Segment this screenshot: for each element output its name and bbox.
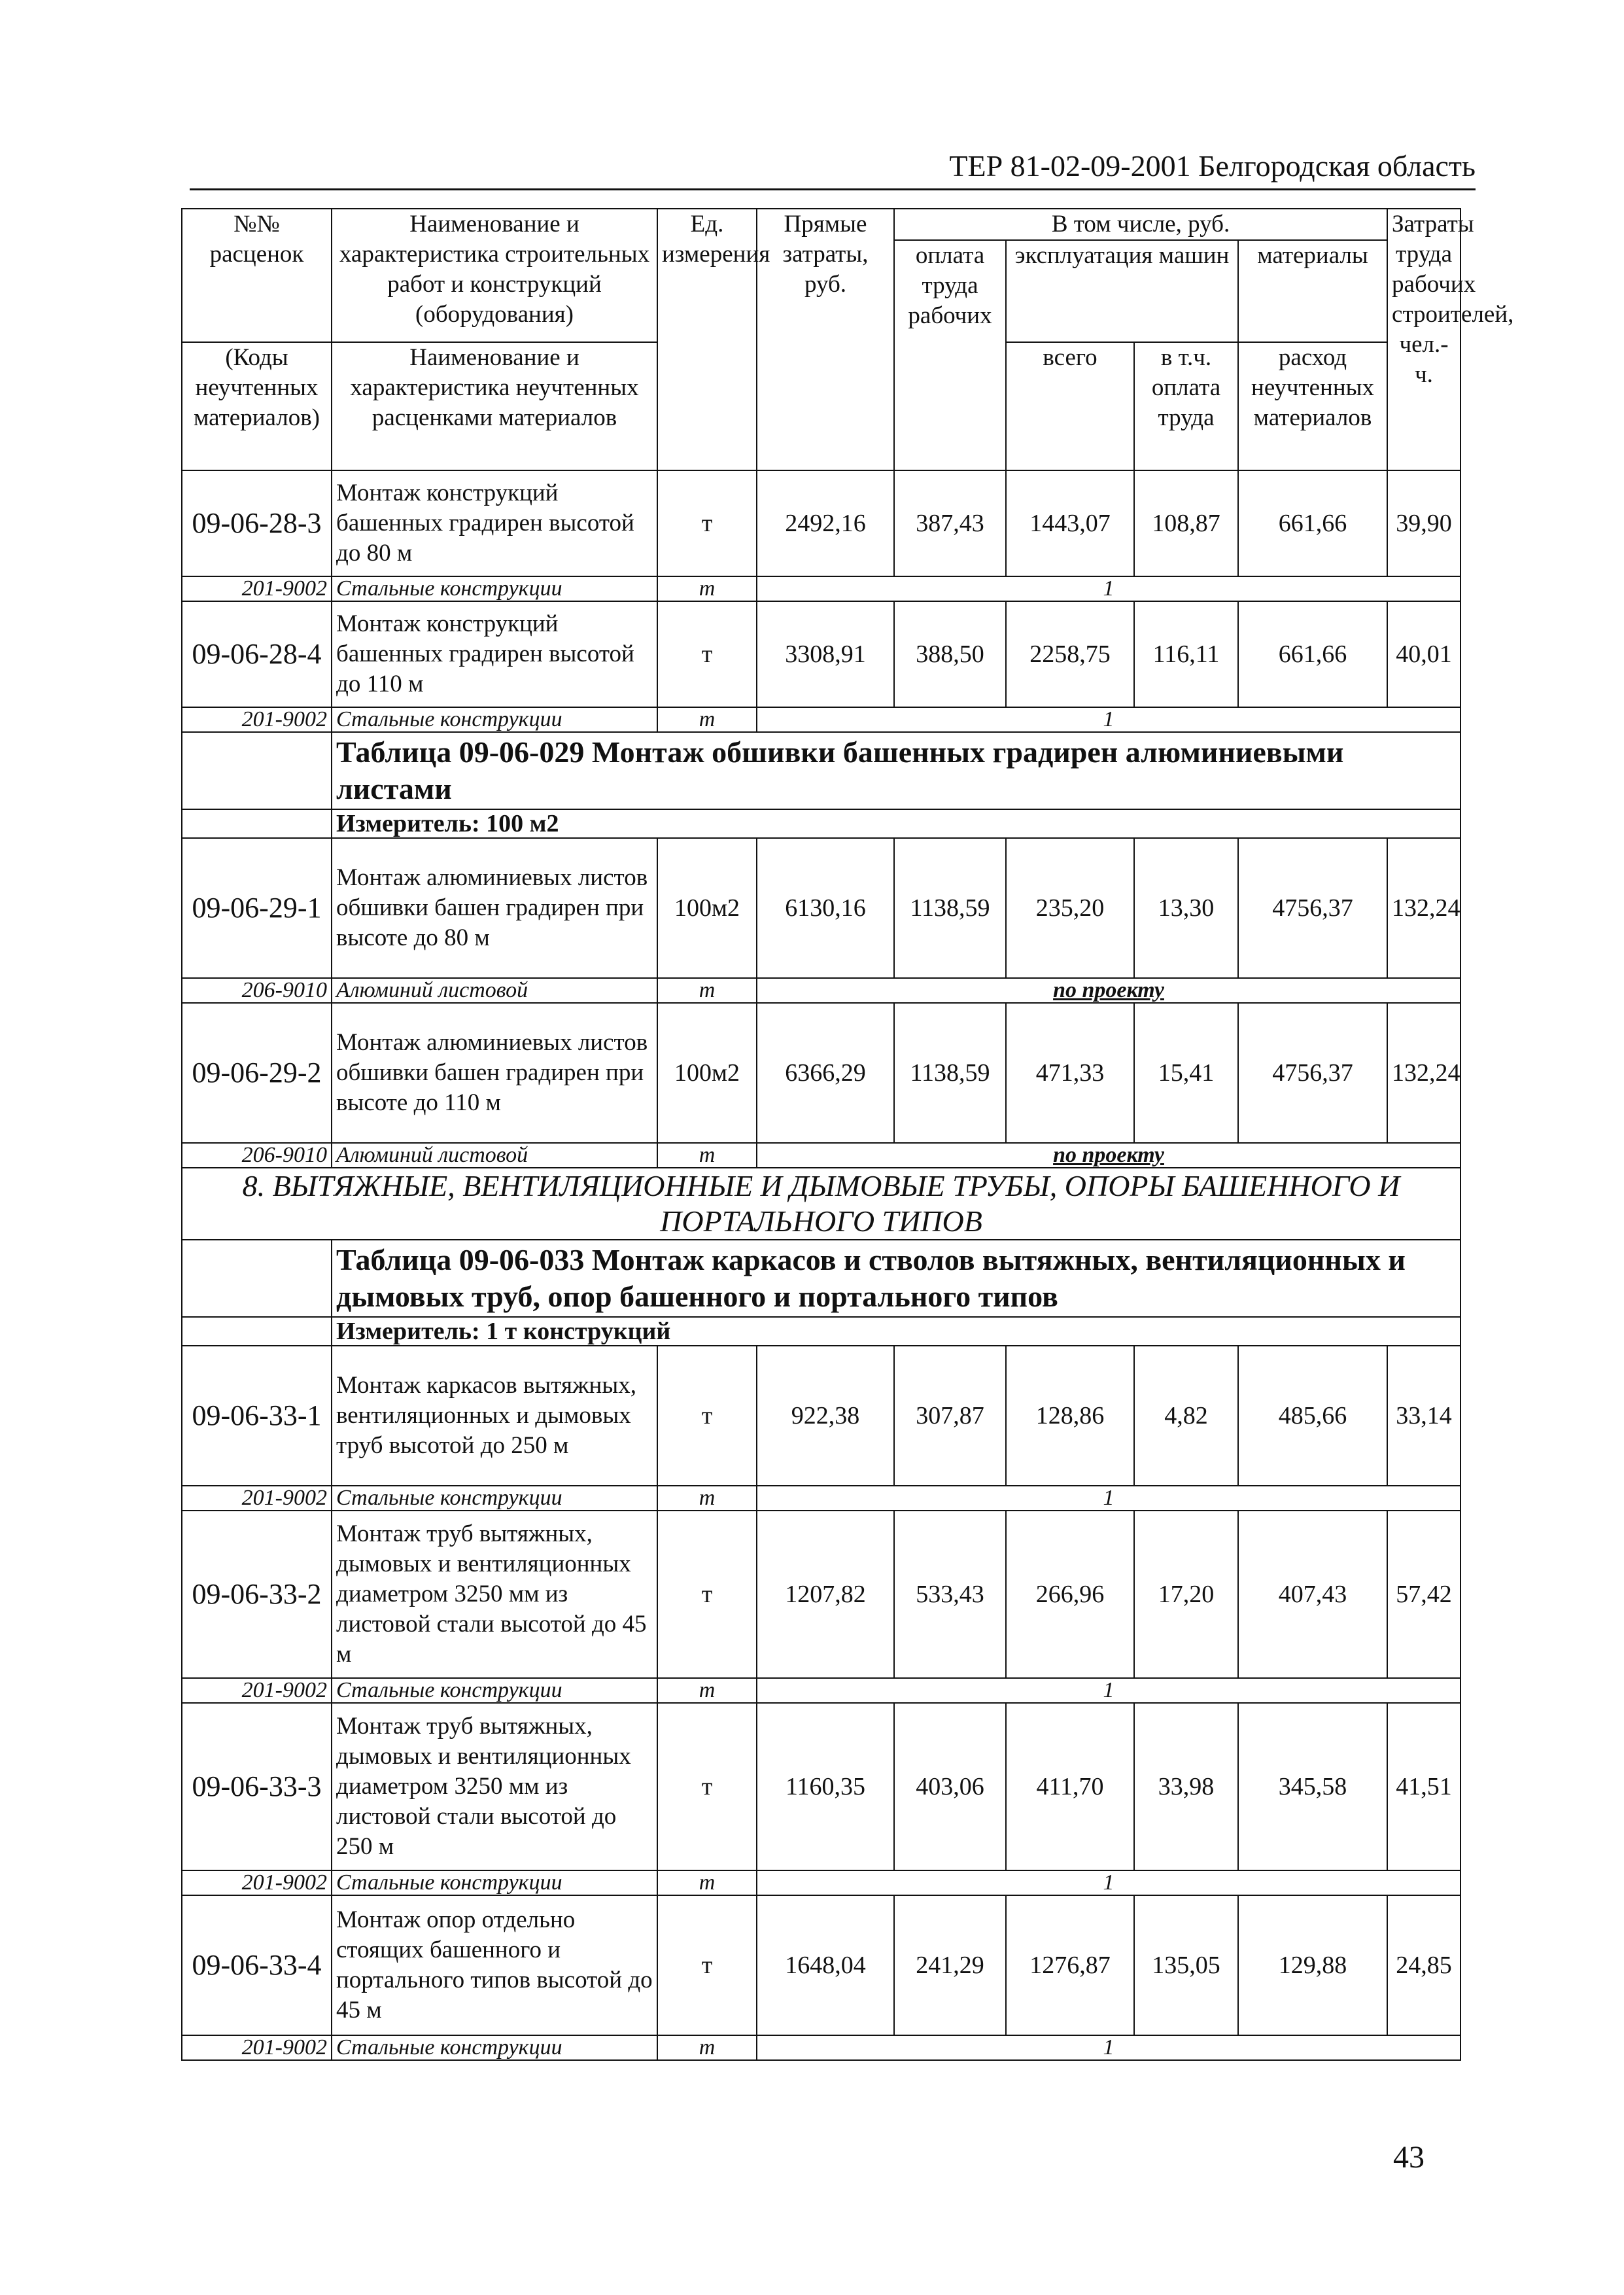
rate-name: Монтаж труб вытяжных, дымовых и вентиляционных диаметром 3250 мм из листовой стали высотой до 45 м [332, 1511, 657, 1678]
col-name-sub-header: Наименование и характеристика неучтенных расценками материалов [332, 342, 657, 470]
header-rule [190, 188, 1476, 190]
rate-labor: 33,14 [1387, 1346, 1460, 1486]
rate-wage: 1138,59 [894, 838, 1006, 978]
rate-labor: 132,24 [1387, 1003, 1460, 1143]
rate-labor: 57,42 [1387, 1511, 1460, 1678]
material-name: Стальные конструкции [332, 1486, 657, 1511]
rate-row [182, 1003, 1460, 1143]
rate-row [182, 838, 1460, 978]
col-materials-header: материалы [1238, 240, 1387, 342]
material-quantity: 1 [757, 707, 1460, 732]
rate-wage: 388,50 [894, 601, 1006, 707]
rate-machine-wage: 135,05 [1134, 1895, 1238, 2035]
rate-unit: т [657, 601, 757, 707]
rate-labor: 41,51 [1387, 1703, 1460, 1870]
material-row [182, 1486, 1460, 1511]
rate-materials: 485,66 [1238, 1346, 1387, 1486]
rate-materials: 129,88 [1238, 1895, 1387, 2035]
table-title: Таблица 09-06-029 Монтаж обшивки башенных градирен алюминиевыми листами [332, 732, 1460, 809]
rate-name: Монтаж алюминиевых листов обшивки башен градирен при высоте до 80 м [332, 838, 657, 978]
material-code: 201-9002 [182, 576, 332, 601]
rate-machine-wage: 15,41 [1134, 1003, 1238, 1143]
rate-machine-cost: 266,96 [1006, 1511, 1134, 1678]
material-code: 201-9002 [182, 1678, 332, 1703]
material-name: Алюминий листовой [332, 978, 657, 1003]
material-unit: т [657, 1678, 757, 1703]
table-meter: Измеритель: 100 м2 [332, 809, 1460, 838]
material-code: 201-9002 [182, 1486, 332, 1511]
rate-name: Монтаж алюминиевых листов обшивки башен градирен при высоте до 110 м [332, 1003, 657, 1143]
material-row [182, 1143, 1460, 1168]
rate-unit: 100м2 [657, 1003, 757, 1143]
material-row [182, 707, 1460, 732]
rate-code: 09-06-29-1 [182, 838, 332, 978]
rate-wage: 403,06 [894, 1703, 1006, 1870]
rate-code: 09-06-33-4 [182, 1895, 332, 2035]
rate-direct-cost: 1648,04 [757, 1895, 894, 2035]
material-quantity: по проекту [757, 978, 1460, 1003]
rate-machine-cost: 128,86 [1006, 1346, 1134, 1486]
material-code: 206-9010 [182, 978, 332, 1003]
rate-direct-cost: 922,38 [757, 1346, 894, 1486]
rate-unit: 100м2 [657, 838, 757, 978]
rate-name: Монтаж конструкций башенных градирен высотой до 80 м [332, 470, 657, 576]
rate-machine-cost: 471,33 [1006, 1003, 1134, 1143]
rate-machine-wage: 116,11 [1134, 601, 1238, 707]
material-name: Алюминий листовой [332, 1143, 657, 1168]
rate-wage: 307,87 [894, 1346, 1006, 1486]
rate-name: Монтаж конструкций башенных градирен высотой до 110 м [332, 601, 657, 707]
material-quantity: 1 [757, 576, 1460, 601]
rate-unit: т [657, 1346, 757, 1486]
rate-code: 09-06-33-2 [182, 1511, 332, 1678]
col-direct-header: Прямые затраты, руб. [757, 209, 894, 470]
rate-row [182, 1346, 1460, 1486]
rate-row [182, 601, 1460, 707]
material-quantity: 1 [757, 1870, 1460, 1895]
rate-unit: т [657, 470, 757, 576]
rate-direct-cost: 3308,91 [757, 601, 894, 707]
rate-row [182, 1511, 1460, 1678]
rate-code: 09-06-28-3 [182, 470, 332, 576]
rate-machine-wage: 4,82 [1134, 1346, 1238, 1486]
rate-labor: 39,90 [1387, 470, 1460, 576]
rate-row [182, 470, 1460, 576]
rate-code: 09-06-29-2 [182, 1003, 332, 1143]
rate-direct-cost: 1207,82 [757, 1511, 894, 1678]
col-num-header: №№ расценок [182, 209, 332, 342]
rate-materials: 4756,37 [1238, 1003, 1387, 1143]
rate-materials: 345,58 [1238, 1703, 1387, 1870]
rate-row [182, 1703, 1460, 1870]
material-quantity: 1 [757, 1486, 1460, 1511]
blank-cell [182, 809, 332, 838]
rate-materials: 661,66 [1238, 470, 1387, 576]
rate-machine-cost: 2258,75 [1006, 601, 1134, 707]
col-wage-header: оплата труда рабочих [894, 240, 1006, 470]
rate-wage: 387,43 [894, 470, 1006, 576]
rate-unit: т [657, 1895, 757, 2035]
material-unit: т [657, 707, 757, 732]
blank-cell [182, 1240, 332, 1317]
rate-machine-wage: 33,98 [1134, 1703, 1238, 1870]
col-mat-sub-header: расход неучтенных материалов [1238, 342, 1387, 470]
col-mach-wage-header: в т.ч. оплата труда [1134, 342, 1238, 470]
material-name: Стальные конструкции [332, 576, 657, 601]
col-name-header: Наименование и характеристика строительных работ и конструкций (оборудования) [332, 209, 657, 342]
material-name: Стальные конструкции [332, 1870, 657, 1895]
rate-direct-cost: 1160,35 [757, 1703, 894, 1870]
rate-unit: т [657, 1703, 757, 1870]
rate-machine-cost: 235,20 [1006, 838, 1134, 978]
rate-wage: 241,29 [894, 1895, 1006, 2035]
rate-row [182, 1895, 1460, 2035]
material-row [182, 2035, 1460, 2060]
col-mach-total-header: всего [1006, 342, 1134, 470]
material-unit: т [657, 2035, 757, 2060]
col-incl-header: В том числе, руб. [894, 209, 1387, 240]
rate-labor: 24,85 [1387, 1895, 1460, 2035]
rate-name: Монтаж труб вытяжных, дымовых и вентиляционных диаметром 3250 мм из листовой стали высотой до 250 м [332, 1703, 657, 1870]
rate-wage: 1138,59 [894, 1003, 1006, 1143]
material-name: Стальные конструкции [332, 707, 657, 732]
rate-machine-wage: 108,87 [1134, 470, 1238, 576]
material-quantity: 1 [757, 2035, 1460, 2060]
col-code-sub-header: (Коды неучтенных материалов) [182, 342, 332, 470]
material-code: 201-9002 [182, 707, 332, 732]
material-name: Стальные конструкции [332, 2035, 657, 2060]
rate-machine-wage: 17,20 [1134, 1511, 1238, 1678]
rate-materials: 661,66 [1238, 601, 1387, 707]
rate-wage: 533,43 [894, 1511, 1006, 1678]
material-unit: т [657, 576, 757, 601]
material-quantity: по проекту [757, 1143, 1460, 1168]
material-unit: т [657, 1870, 757, 1895]
rate-materials: 4756,37 [1238, 838, 1387, 978]
material-row [182, 576, 1460, 601]
material-quantity: 1 [757, 1678, 1460, 1703]
rate-direct-cost: 6366,29 [757, 1003, 894, 1143]
rate-materials: 407,43 [1238, 1511, 1387, 1678]
rate-machine-cost: 1276,87 [1006, 1895, 1134, 2035]
document-header: ТЕР 81-02-09-2001 Белгородская область [949, 149, 1476, 183]
rate-labor: 132,24 [1387, 838, 1460, 978]
material-unit: т [657, 978, 757, 1003]
rate-name: Монтаж опор отдельно стоящих башенного и портального типов высотой до 45 м [332, 1895, 657, 2035]
material-row [182, 1870, 1460, 1895]
material-code: 206-9010 [182, 1143, 332, 1168]
blank-cell [182, 1317, 332, 1346]
material-unit: т [657, 1143, 757, 1168]
table-title: Таблица 09-06-033 Монтаж каркасов и стволов вытяжных, вентиляционных и дымовых труб, опор башенного и портального типов [332, 1240, 1460, 1317]
material-name: Стальные конструкции [332, 1678, 657, 1703]
page-number: 43 [1393, 2140, 1425, 2175]
col-unit-header: Ед. измерения [657, 209, 757, 470]
section-heading: 8. ВЫТЯЖНЫЕ, ВЕНТИЛЯЦИОННЫЕ И ДЫМОВЫЕ ТРУБЫ, ОПОРЫ БАШЕННОГО И ПОРТАЛЬНОГО ТИПОВ [182, 1168, 1460, 1240]
rates-table [181, 208, 1514, 2061]
material-code: 201-9002 [182, 2035, 332, 2060]
rate-unit: т [657, 1511, 757, 1678]
rate-labor: 40,01 [1387, 601, 1460, 707]
rate-code: 09-06-33-1 [182, 1346, 332, 1486]
rate-machine-cost: 411,70 [1006, 1703, 1134, 1870]
material-row [182, 978, 1460, 1003]
material-code: 201-9002 [182, 1870, 332, 1895]
col-machine-header: эксплуатация машин [1006, 240, 1238, 342]
rate-machine-wage: 13,30 [1134, 838, 1238, 978]
rate-machine-cost: 1443,07 [1006, 470, 1134, 576]
col-labor-header: Затраты труда рабочих строителей, чел.-ч. [1387, 209, 1460, 470]
material-unit: т [657, 1486, 757, 1511]
rate-direct-cost: 2492,16 [757, 470, 894, 576]
rate-code: 09-06-28-4 [182, 601, 332, 707]
rate-direct-cost: 6130,16 [757, 838, 894, 978]
rate-code: 09-06-33-3 [182, 1703, 332, 1870]
blank-cell [182, 732, 332, 809]
material-row [182, 1678, 1460, 1703]
rate-name: Монтаж каркасов вытяжных, вентиляционных и дымовых труб высотой до 250 м [332, 1346, 657, 1486]
table-meter: Измеритель: 1 т конструкций [332, 1317, 1460, 1346]
